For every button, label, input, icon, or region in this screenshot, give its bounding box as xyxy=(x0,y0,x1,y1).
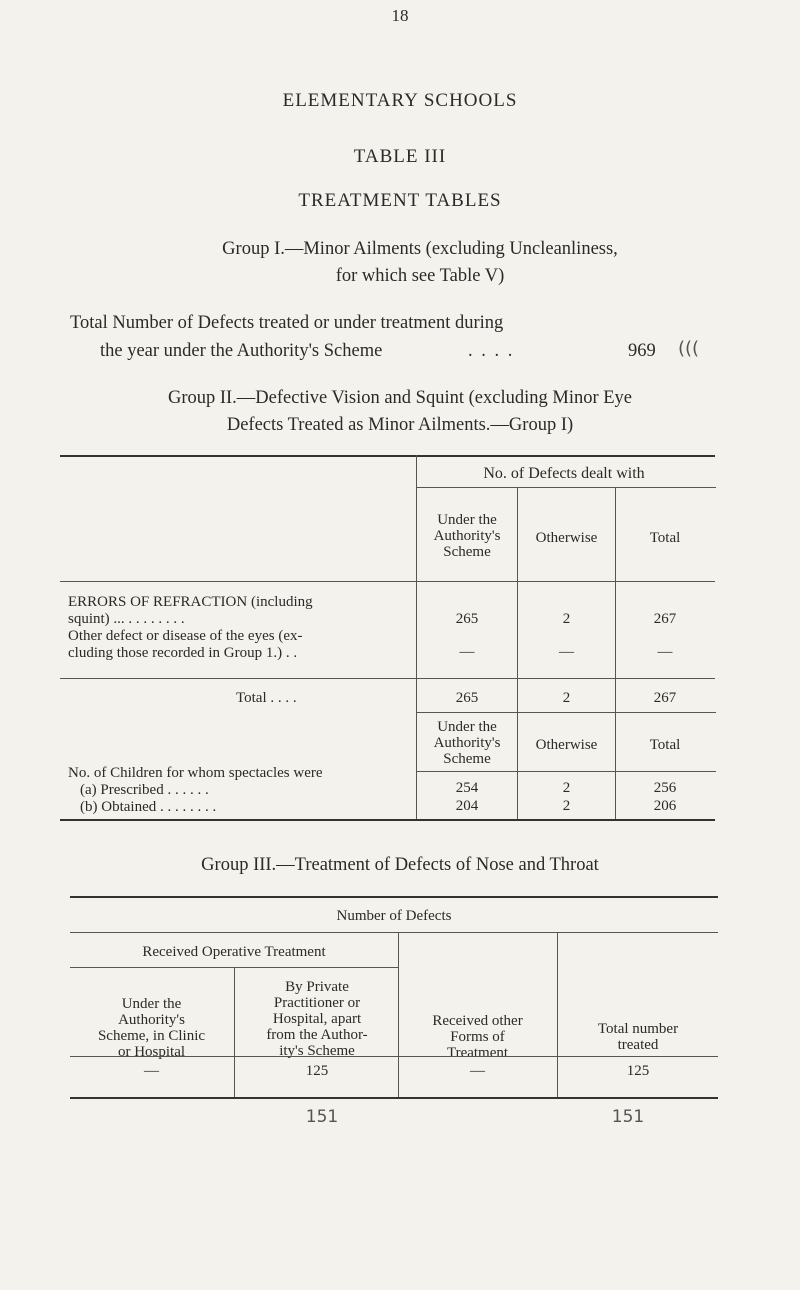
group3-header: Number of Defects xyxy=(336,908,452,924)
total-value: 267 xyxy=(653,690,677,706)
spectacles-label: No. of Children for whom spectacles were xyxy=(68,765,323,781)
cell-value: 2 xyxy=(562,780,571,796)
table-bottom-rule xyxy=(70,1097,718,1099)
col-header-private: By Private Practitioner or Hospital, apart from the Author- ity's Scheme xyxy=(266,979,368,1059)
handwritten-note: 151 xyxy=(611,1107,645,1127)
spectacles-header-total: Total xyxy=(649,737,681,753)
total-value: 2 xyxy=(562,690,571,706)
col-header-other: Received other Forms of Treatment xyxy=(432,1013,523,1061)
table-bottom-rule xyxy=(60,819,715,821)
col-header-total: Total number treated xyxy=(597,1021,679,1053)
rule xyxy=(70,932,718,933)
group2-title-line2: Defects Treated as Minor Ailments.—Group I) xyxy=(226,415,574,435)
col-header-otherwise: Otherwise xyxy=(535,530,598,546)
col-header-total: Total xyxy=(649,530,681,546)
row-label-line: cluding those recorded in Group 1.) . . xyxy=(68,645,298,661)
rule xyxy=(60,581,715,582)
table-top-rule xyxy=(70,896,718,898)
rule xyxy=(416,771,716,772)
total-value: 265 xyxy=(455,690,479,706)
cell-value: 2 xyxy=(562,611,571,627)
cell-value: — xyxy=(657,644,673,660)
cell-value: — xyxy=(470,1063,485,1079)
prescribed-label: (a) Prescribed . . . . . . xyxy=(80,782,209,798)
col-divider xyxy=(234,967,235,1097)
group2-title-line1: Group II.—Defective Vision and Squint (excluding Minor Eye xyxy=(167,388,633,408)
group1-leader: . . . . xyxy=(468,341,515,361)
row-label-errors xyxy=(68,594,313,662)
cell-value: 2 xyxy=(562,798,571,814)
defects-header: No. of Defects dealt with xyxy=(483,465,645,482)
cell-value: 265 xyxy=(455,611,479,627)
cell-value: 254 xyxy=(455,780,479,796)
rule xyxy=(60,678,715,679)
cell-value: 206 xyxy=(653,798,677,814)
spectacles-header-otherwise: Otherwise xyxy=(535,737,598,753)
col-divider xyxy=(416,455,417,748)
group1-value: 969 xyxy=(628,341,656,361)
cell-value: 256 xyxy=(653,780,677,796)
cell-value: 267 xyxy=(653,611,677,627)
group1-title-line2: for which see Table V) xyxy=(335,266,505,286)
group1-title-line1: Group I.—Minor Ailments (excluding Uncleanliness, xyxy=(222,239,618,259)
section-heading: ELEMENTARY SCHOOLS xyxy=(282,90,518,111)
col-header-authority: Under the Authority's Scheme xyxy=(433,512,501,560)
handwritten-note: 151 xyxy=(305,1107,339,1127)
cell-value: 204 xyxy=(455,798,479,814)
spectacles-header-authority: Under the Authority's Scheme xyxy=(433,719,501,767)
row-label-line: Other defect or disease of the eyes (ex- xyxy=(68,628,303,644)
subtitle-heading: TREATMENT TABLES xyxy=(298,190,502,211)
table-heading: TABLE III xyxy=(353,146,447,167)
row-label-line: squint) ... . . . . . . . . xyxy=(68,611,185,627)
cell-value: — xyxy=(459,644,475,660)
group3-title: Group III.—Treatment of Defects of Nose and Throat xyxy=(201,855,599,875)
group1-text-line2: the year under the Authority's Scheme xyxy=(100,341,383,361)
rule xyxy=(416,712,716,713)
rule xyxy=(70,1056,718,1057)
rule xyxy=(416,487,716,488)
operative-header: Received Operative Treatment xyxy=(142,944,326,960)
group1-text-line1: Total Number of Defects treated or under treatment during xyxy=(70,313,504,333)
obtained-label: (b) Obtained . . . . . . . . xyxy=(80,799,217,815)
page-number: 18 xyxy=(391,6,409,25)
cell-value: — xyxy=(144,1063,159,1079)
table-top-rule xyxy=(60,455,715,457)
cell-value: — xyxy=(559,644,574,660)
col-divider xyxy=(416,712,417,819)
total-label: Total . . . . xyxy=(236,690,297,706)
cell-value: 125 xyxy=(305,1063,329,1079)
group2-title xyxy=(70,385,730,439)
cell-value: 125 xyxy=(626,1063,650,1079)
group1-title xyxy=(120,236,720,290)
col-header-authority: Under the Authority's Scheme, in Clinic or Hospital xyxy=(97,996,206,1060)
row-label-line: ERRORS OF REFRACTION (including xyxy=(68,594,313,610)
margin-handwriting: ((( xyxy=(678,338,700,359)
